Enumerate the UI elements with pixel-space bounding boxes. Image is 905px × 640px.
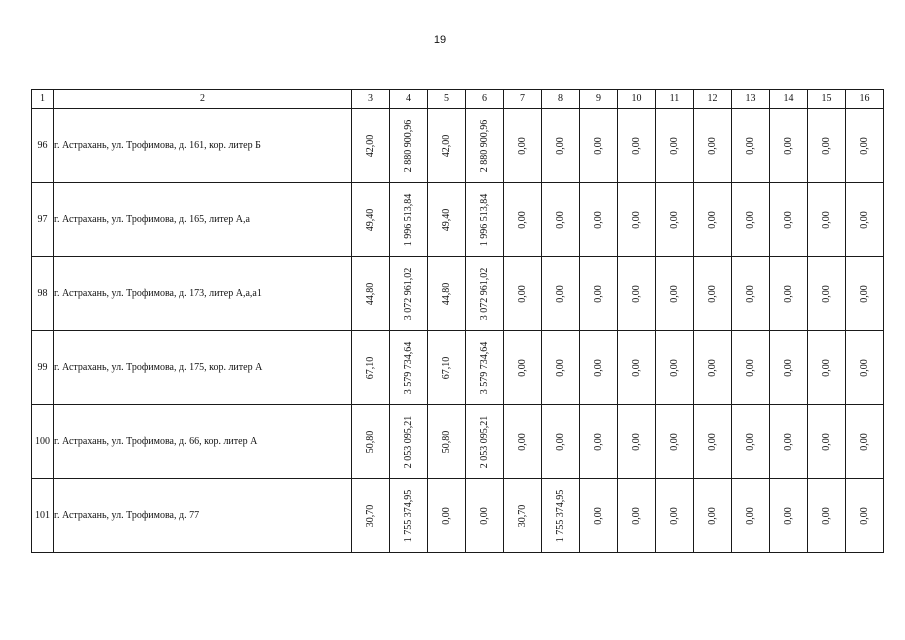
value-cell [808,405,846,479]
column-header-6: 6 [466,90,504,109]
value-cell [352,183,390,257]
value-text: 0,00 [630,432,642,451]
value-cell [694,331,732,405]
value-cell [618,405,656,479]
value-cell [466,479,504,553]
value-text: 0,00 [782,136,794,155]
value-text: 0,00 [782,506,794,525]
value-text: 0,00 [744,284,756,303]
value-cell [352,405,390,479]
value-text: 0,00 [744,432,756,451]
column-header-5: 5 [428,90,466,109]
value-cell [656,183,694,257]
value-cell [732,405,770,479]
value-text: 0,00 [706,358,718,377]
value-text: 67,10 [364,356,376,379]
address-cell: г. Астрахань, ул. Трофимова, д. 66, кор. литер А [54,405,352,479]
value-cell [618,479,656,553]
value-text: 0,00 [820,432,832,451]
value-cell [542,405,580,479]
value-text: 0,00 [858,432,870,451]
value-text: 0,00 [554,432,566,451]
value-cell [428,183,466,257]
value-cell [808,257,846,331]
value-cell [390,109,428,183]
value-text: 2 053 095,21 [402,415,414,468]
value-text: 0,00 [858,284,870,303]
value-text: 0,00 [592,506,604,525]
value-text: 0,00 [630,358,642,377]
value-text: 3 579 734,64 [478,341,490,394]
value-cell [352,479,390,553]
value-cell [504,183,542,257]
value-cell [770,405,808,479]
value-cell [352,257,390,331]
value-cell [542,257,580,331]
value-cell [390,257,428,331]
header-row [32,90,884,109]
value-text: 1 755 374,95 [554,489,566,542]
value-text: 2 053 095,21 [478,415,490,468]
value-text: 0,00 [592,284,604,303]
value-cell [542,109,580,183]
value-cell [694,183,732,257]
value-cell [846,109,884,183]
value-cell [808,109,846,183]
value-cell [694,479,732,553]
column-header-3: 3 [352,90,390,109]
column-header-4: 4 [390,90,428,109]
column-header-10: 10 [618,90,656,109]
value-cell [428,479,466,553]
value-text: 0,00 [668,506,680,525]
value-text: 0,00 [858,358,870,377]
value-text: 0,00 [592,136,604,155]
value-text: 0,00 [592,358,604,377]
value-cell [504,331,542,405]
value-text: 49,40 [364,208,376,231]
value-text: 0,00 [782,432,794,451]
row-number: 96 [32,109,54,183]
value-text: 0,00 [820,210,832,229]
value-cell [428,331,466,405]
value-cell [352,331,390,405]
value-cell [846,257,884,331]
value-text: 0,00 [706,136,718,155]
value-text: 1 996 513,84 [478,193,490,246]
value-cell [390,405,428,479]
value-text: 30,70 [516,504,528,527]
value-text: 0,00 [516,136,528,155]
value-text: 1 755 374,95 [402,489,414,542]
value-cell [352,109,390,183]
page-number: 19 [433,34,447,46]
value-cell [808,183,846,257]
value-text: 0,00 [744,358,756,377]
value-cell [732,257,770,331]
value-text: 30,70 [364,504,376,527]
value-text: 0,00 [858,506,870,525]
row-number: 101 [32,479,54,553]
value-cell [580,405,618,479]
value-cell [466,109,504,183]
row-number: 99 [32,331,54,405]
value-cell [770,257,808,331]
value-text: 0,00 [516,358,528,377]
value-text: 0,00 [478,506,490,525]
table-row [32,257,884,331]
row-number: 100 [32,405,54,479]
value-cell [770,479,808,553]
value-cell [770,183,808,257]
value-text: 0,00 [782,358,794,377]
value-text: 0,00 [782,210,794,229]
value-text: 0,00 [820,136,832,155]
value-cell [466,257,504,331]
value-cell [656,109,694,183]
value-cell [390,183,428,257]
value-cell [466,405,504,479]
value-text: 42,00 [364,134,376,157]
value-cell [656,405,694,479]
table-row [32,109,884,183]
value-cell [466,183,504,257]
column-header-8: 8 [542,90,580,109]
column-header-16: 16 [846,90,884,109]
value-cell [694,109,732,183]
row-number: 97 [32,183,54,257]
value-cell [580,479,618,553]
value-text: 0,00 [554,210,566,229]
address-cell: г. Астрахань, ул. Трофимова, д. 77 [54,479,352,553]
value-text: 3 072 961,02 [402,267,414,320]
value-cell [542,183,580,257]
value-cell [618,331,656,405]
value-text: 1 996 513,84 [402,193,414,246]
value-text: 0,00 [668,432,680,451]
value-text: 0,00 [516,210,528,229]
value-text: 0,00 [744,210,756,229]
value-text: 49,40 [440,208,452,231]
value-text: 0,00 [668,284,680,303]
column-header-13: 13 [732,90,770,109]
value-cell [846,479,884,553]
column-header-7: 7 [504,90,542,109]
value-text: 0,00 [820,284,832,303]
table-row [32,405,884,479]
value-text: 0,00 [630,284,642,303]
column-header-11: 11 [656,90,694,109]
value-cell [390,479,428,553]
value-text: 0,00 [744,506,756,525]
value-text: 2 880 900,96 [478,119,490,172]
value-text: 2 880 900,96 [402,119,414,172]
table-row [32,183,884,257]
value-cell [504,257,542,331]
value-cell [428,405,466,479]
value-text: 0,00 [820,358,832,377]
value-cell [580,257,618,331]
value-text: 3 072 961,02 [478,267,490,320]
value-text: 0,00 [592,432,604,451]
value-text: 0,00 [744,136,756,155]
address-cell: г. Астрахань, ул. Трофимова, д. 173, литер А,а,а1 [54,257,352,331]
value-cell [656,257,694,331]
value-text: 42,00 [440,134,452,157]
value-cell [694,257,732,331]
value-text: 0,00 [630,210,642,229]
value-text: 0,00 [554,358,566,377]
data-table [31,89,884,553]
value-cell [580,331,618,405]
value-cell [808,479,846,553]
value-cell [542,479,580,553]
value-text: 0,00 [668,358,680,377]
value-cell [770,331,808,405]
value-cell [504,405,542,479]
address-cell: г. Астрахань, ул. Трофимова, д. 175, кор. литер А [54,331,352,405]
value-cell [694,405,732,479]
value-text: 50,80 [364,430,376,453]
column-header-15: 15 [808,90,846,109]
value-text: 44,80 [364,282,376,305]
row-number: 98 [32,257,54,331]
value-text: 0,00 [592,210,604,229]
value-text: 0,00 [782,284,794,303]
column-header-1: 1 [32,90,54,109]
value-text: 0,00 [516,284,528,303]
value-cell [428,109,466,183]
table-row [32,331,884,405]
table-row [32,479,884,553]
value-cell [732,109,770,183]
value-cell [542,331,580,405]
value-text: 0,00 [668,210,680,229]
value-cell [846,331,884,405]
value-text: 0,00 [554,284,566,303]
value-cell [732,331,770,405]
value-cell [580,183,618,257]
column-header-2: 2 [54,90,352,109]
value-cell [618,183,656,257]
value-text: 0,00 [706,506,718,525]
value-cell [580,109,618,183]
value-text: 0,00 [706,210,718,229]
value-cell [846,183,884,257]
value-cell [808,331,846,405]
value-cell [428,257,466,331]
value-text: 3 579 734,64 [402,341,414,394]
value-cell [504,479,542,553]
value-text: 67,10 [440,356,452,379]
value-text: 0,00 [630,136,642,155]
value-cell [770,109,808,183]
value-text: 44,80 [440,282,452,305]
address-cell: г. Астрахань, ул. Трофимова, д. 165, литер А,а [54,183,352,257]
value-text: 0,00 [858,210,870,229]
value-text: 0,00 [440,506,452,525]
address-cell: г. Астрахань, ул. Трофимова, д. 161, кор. литер Б [54,109,352,183]
value-cell [846,405,884,479]
column-header-9: 9 [580,90,618,109]
value-cell [504,109,542,183]
value-text: 0,00 [554,136,566,155]
value-text: 0,00 [706,284,718,303]
value-text: 0,00 [858,136,870,155]
value-cell [732,479,770,553]
value-text: 0,00 [516,432,528,451]
value-text: 0,00 [668,136,680,155]
value-cell [656,479,694,553]
value-text: 0,00 [706,432,718,451]
value-cell [390,331,428,405]
column-header-12: 12 [694,90,732,109]
value-text: 50,80 [440,430,452,453]
value-cell [732,183,770,257]
value-cell [618,109,656,183]
value-text: 0,00 [820,506,832,525]
value-cell [656,331,694,405]
column-header-14: 14 [770,90,808,109]
value-cell [466,331,504,405]
value-text: 0,00 [630,506,642,525]
value-cell [618,257,656,331]
